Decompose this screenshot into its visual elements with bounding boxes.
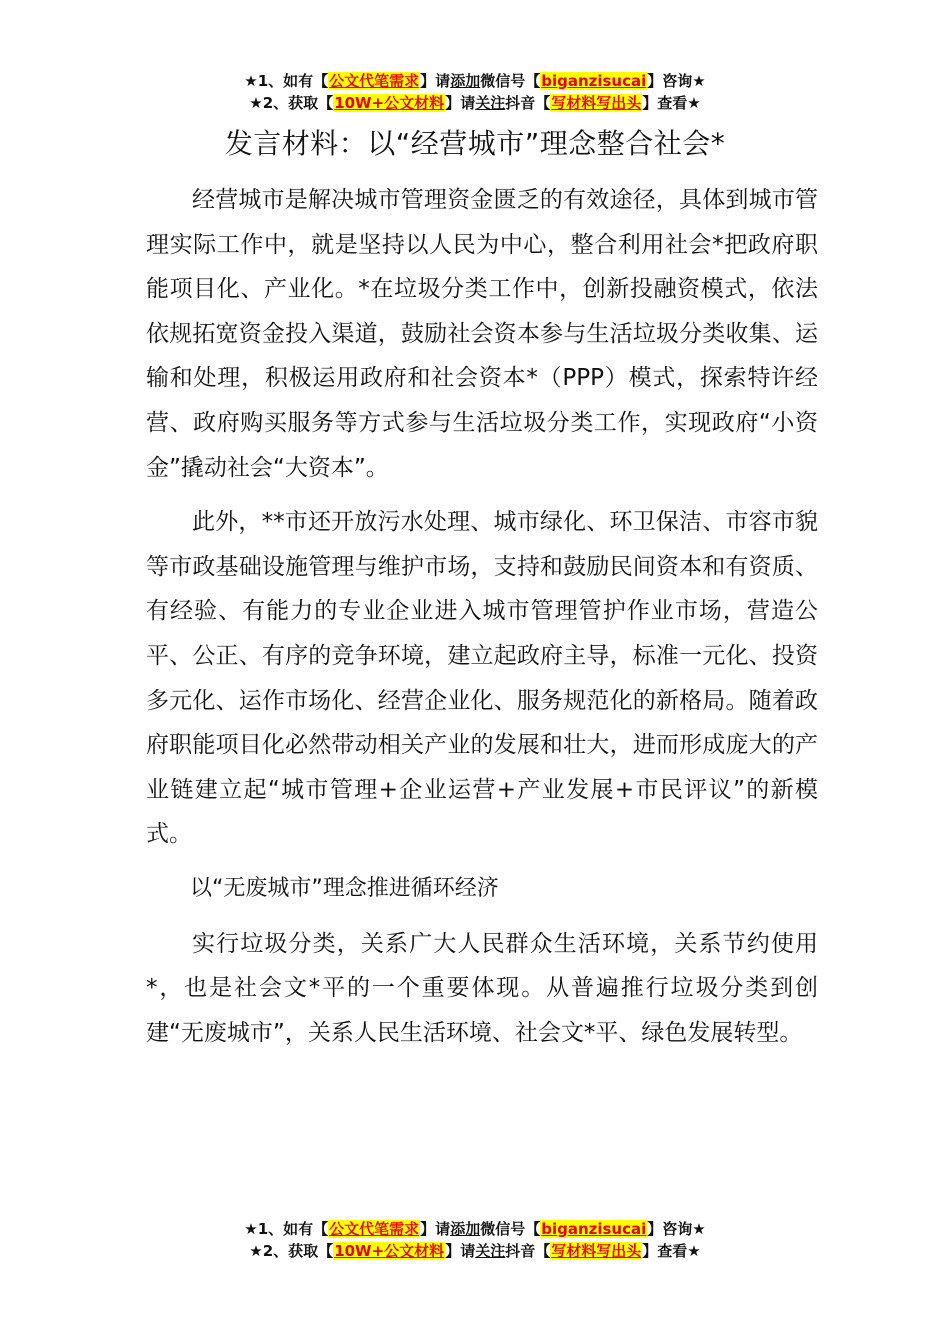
star-icon: ★ — [244, 72, 258, 90]
promo-text: 微信号【 — [480, 72, 541, 90]
bottom-promo-banner — [0, 1218, 950, 1262]
promo-underline: 关注 — [475, 1242, 506, 1260]
body-paragraph: 实行垃圾分类，关系广大人民群众生活环境，关系节约使用*，也是社会文*平的一个重要体现。从普遍推行垃圾分类到创建“无废城市”，关系人民生活环境、社会文*平、绿色发展转型。 — [146, 930, 818, 1046]
promo-text: 1、如有【 — [257, 1220, 329, 1238]
promo-text: 抖音【 — [505, 94, 551, 112]
promo-text: 抖音【 — [505, 1242, 551, 1260]
star-icon: ★ — [244, 1220, 258, 1238]
document-title: 发言材料：以“经营城市”理念整合社会* — [224, 127, 726, 160]
promo-text: 1、如有【 — [257, 72, 329, 90]
promo-underline: 添加 — [450, 72, 481, 90]
promo-highlight: 写材料写出头 — [551, 1242, 642, 1260]
promo-line-2 — [0, 92, 950, 114]
promo-underline: 添加 — [450, 1220, 481, 1238]
promo-line-2 — [0, 1240, 950, 1262]
document-body — [146, 178, 818, 1065]
promo-highlight: biganzisucai — [541, 1220, 647, 1238]
promo-text: 微信号【 — [480, 1220, 541, 1238]
promo-highlight: biganzisucai — [541, 72, 647, 90]
promo-highlight: 写材料写出头 — [551, 94, 642, 112]
promo-text: 】请 — [445, 94, 476, 112]
promo-text: 】查看★ — [642, 94, 701, 112]
promo-underline: 关注 — [475, 94, 506, 112]
section-heading: 以“无废城市”理念推进循环经济 — [190, 875, 499, 901]
top-promo-banner — [0, 70, 950, 114]
promo-line-1 — [0, 1218, 950, 1240]
promo-text: 】查看★ — [642, 1242, 701, 1260]
promo-text: 】请 — [420, 72, 451, 90]
promo-highlight: 10W+公文材料 — [334, 1242, 445, 1260]
promo-text: 】咨询★ — [647, 72, 706, 90]
promo-text: 2、获取【 — [262, 94, 334, 112]
promo-highlight: 公文代笔需求 — [329, 72, 420, 90]
promo-highlight: 10W+公文材料 — [334, 94, 445, 112]
promo-text: 】咨询★ — [647, 1220, 706, 1238]
promo-text: 】请 — [420, 1220, 451, 1238]
body-paragraph: 此外，**市还开放污水处理、城市绿化、环卫保洁、市容市貌等市政基础设施管理与维护市场，支持和鼓励民间资本和有资质、有经验、有能力的专业企业进入城市管理管护作业市场，营造公平、公正、有序的竞争环境，建立起政府主导，标准一元化、投资多元化、运作市场化、经营企业化、服务规范化的新格局。随着政府职能项目化必然带动相关产业的发展和壮大，进而形成庞大的产业链建立起“城市管理+企业运营+产业发展+市民评议”的新模式。 — [146, 509, 818, 848]
star-icon: ★ — [249, 1242, 263, 1260]
star-icon: ★ — [249, 94, 263, 112]
promo-text: 2、获取【 — [262, 1242, 334, 1260]
promo-line-1 — [0, 70, 950, 92]
promo-text: 】请 — [445, 1242, 476, 1260]
body-paragraph: 经营城市是解决城市管理资金匮乏的有效途径，具体到城市管理实际工作中，就是坚持以人民为中心，整合利用社会*把政府职能项目化、产业化。*在垃圾分类工作中，创新投融资模式，依法依规拓宽资金投入渠道，鼓励社会资本参与生活垃圾分类收集、运输和处理，积极运用政府和社会资本*（PPP）模式，探索特许经营、政府购买服务等方式参与生活垃圾分类工作，实现政府“小资金”撬动社会“大资本”。 — [146, 187, 818, 481]
promo-highlight: 公文代笔需求 — [329, 1220, 420, 1238]
